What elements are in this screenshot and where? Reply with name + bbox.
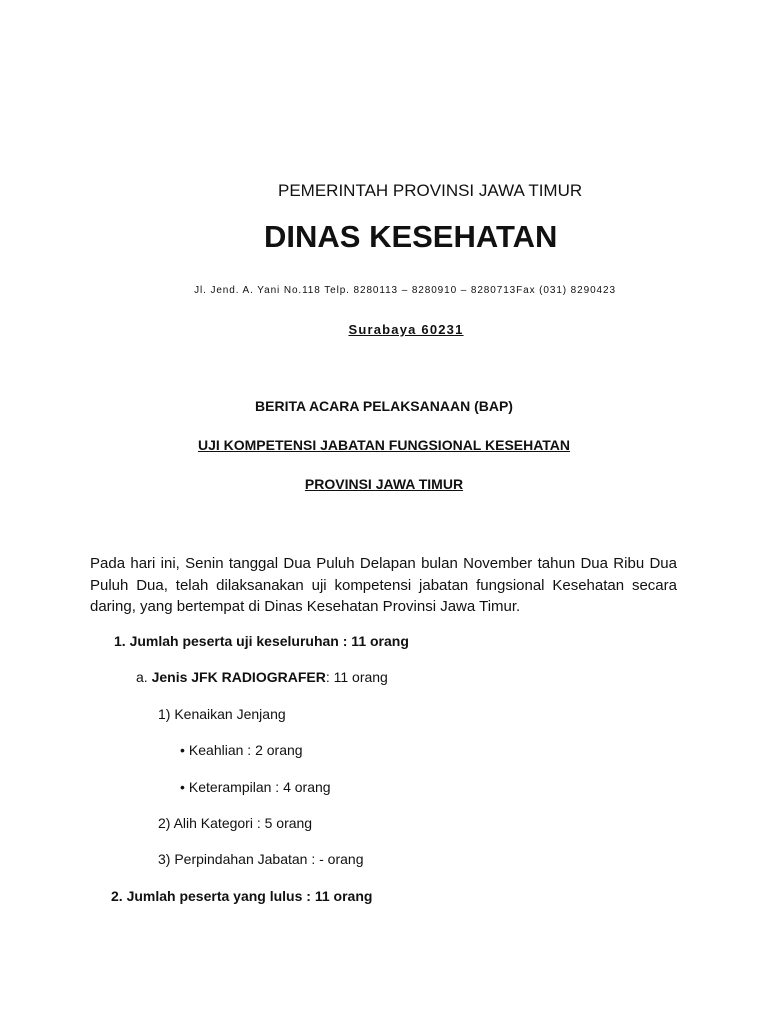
promotion-heading: 1) Kenaikan Jenjang: [158, 706, 286, 722]
document-title: BERITA ACARA PELAKSANAAN (BAP): [255, 398, 513, 414]
category-transfer: 2) Alih Kategori : 5 orang: [158, 815, 313, 831]
position-transfer: 3) Perpindahan Jabatan : - orang: [158, 851, 364, 867]
bullet-icon: •: [180, 742, 185, 758]
jfk-type-value: : 11 orang: [325, 669, 388, 685]
jfk-type-line: [136, 669, 388, 685]
government-name: PEMERINTAH PROVINSI JAWA TIMUR: [278, 181, 583, 200]
skills-text: Keterampilan : 4 orang: [188, 779, 331, 795]
jfk-type-prefix: a.: [136, 669, 148, 685]
passed-participants: 2. Jumlah peserta yang lulus : 11 orang: [111, 888, 373, 904]
department-title: DINAS KESEHATAN: [264, 219, 558, 254]
document-province: PROVINSI JAWA TIMUR: [304, 476, 464, 492]
expertise-count: [180, 742, 303, 758]
skills-count: [180, 779, 331, 795]
document-subtitle: UJI KOMPETENSI JABATAN FUNGSIONAL KESEHATAN: [197, 437, 571, 453]
total-participants: 1. Jumlah peserta uji keseluruhan : 11 orang: [114, 633, 409, 649]
expertise-text: Keahlian : 2 orang: [188, 742, 303, 758]
opening-paragraph: Pada hari ini, Senin tanggal Dua Puluh Delapan bulan November tahun Dua Ribu Dua Puluh Dua, telah dilaksanakan uji kompetensi jabatan fungsional Kesehatan secara daring, yang bertempat di Dinas Kesehatan Provinsi Jawa Timur.: [90, 555, 677, 615]
jfk-type-label: Jenis JFK RADIOGRAFER: [151, 669, 326, 685]
office-address: Jl. Jend. A. Yani No.118 Telp. 8280113 – 8280910 – 8280713Fax (031) 8290423: [194, 285, 616, 296]
office-city: Surabaya 60231: [348, 322, 464, 337]
bullet-icon: •: [180, 779, 185, 795]
